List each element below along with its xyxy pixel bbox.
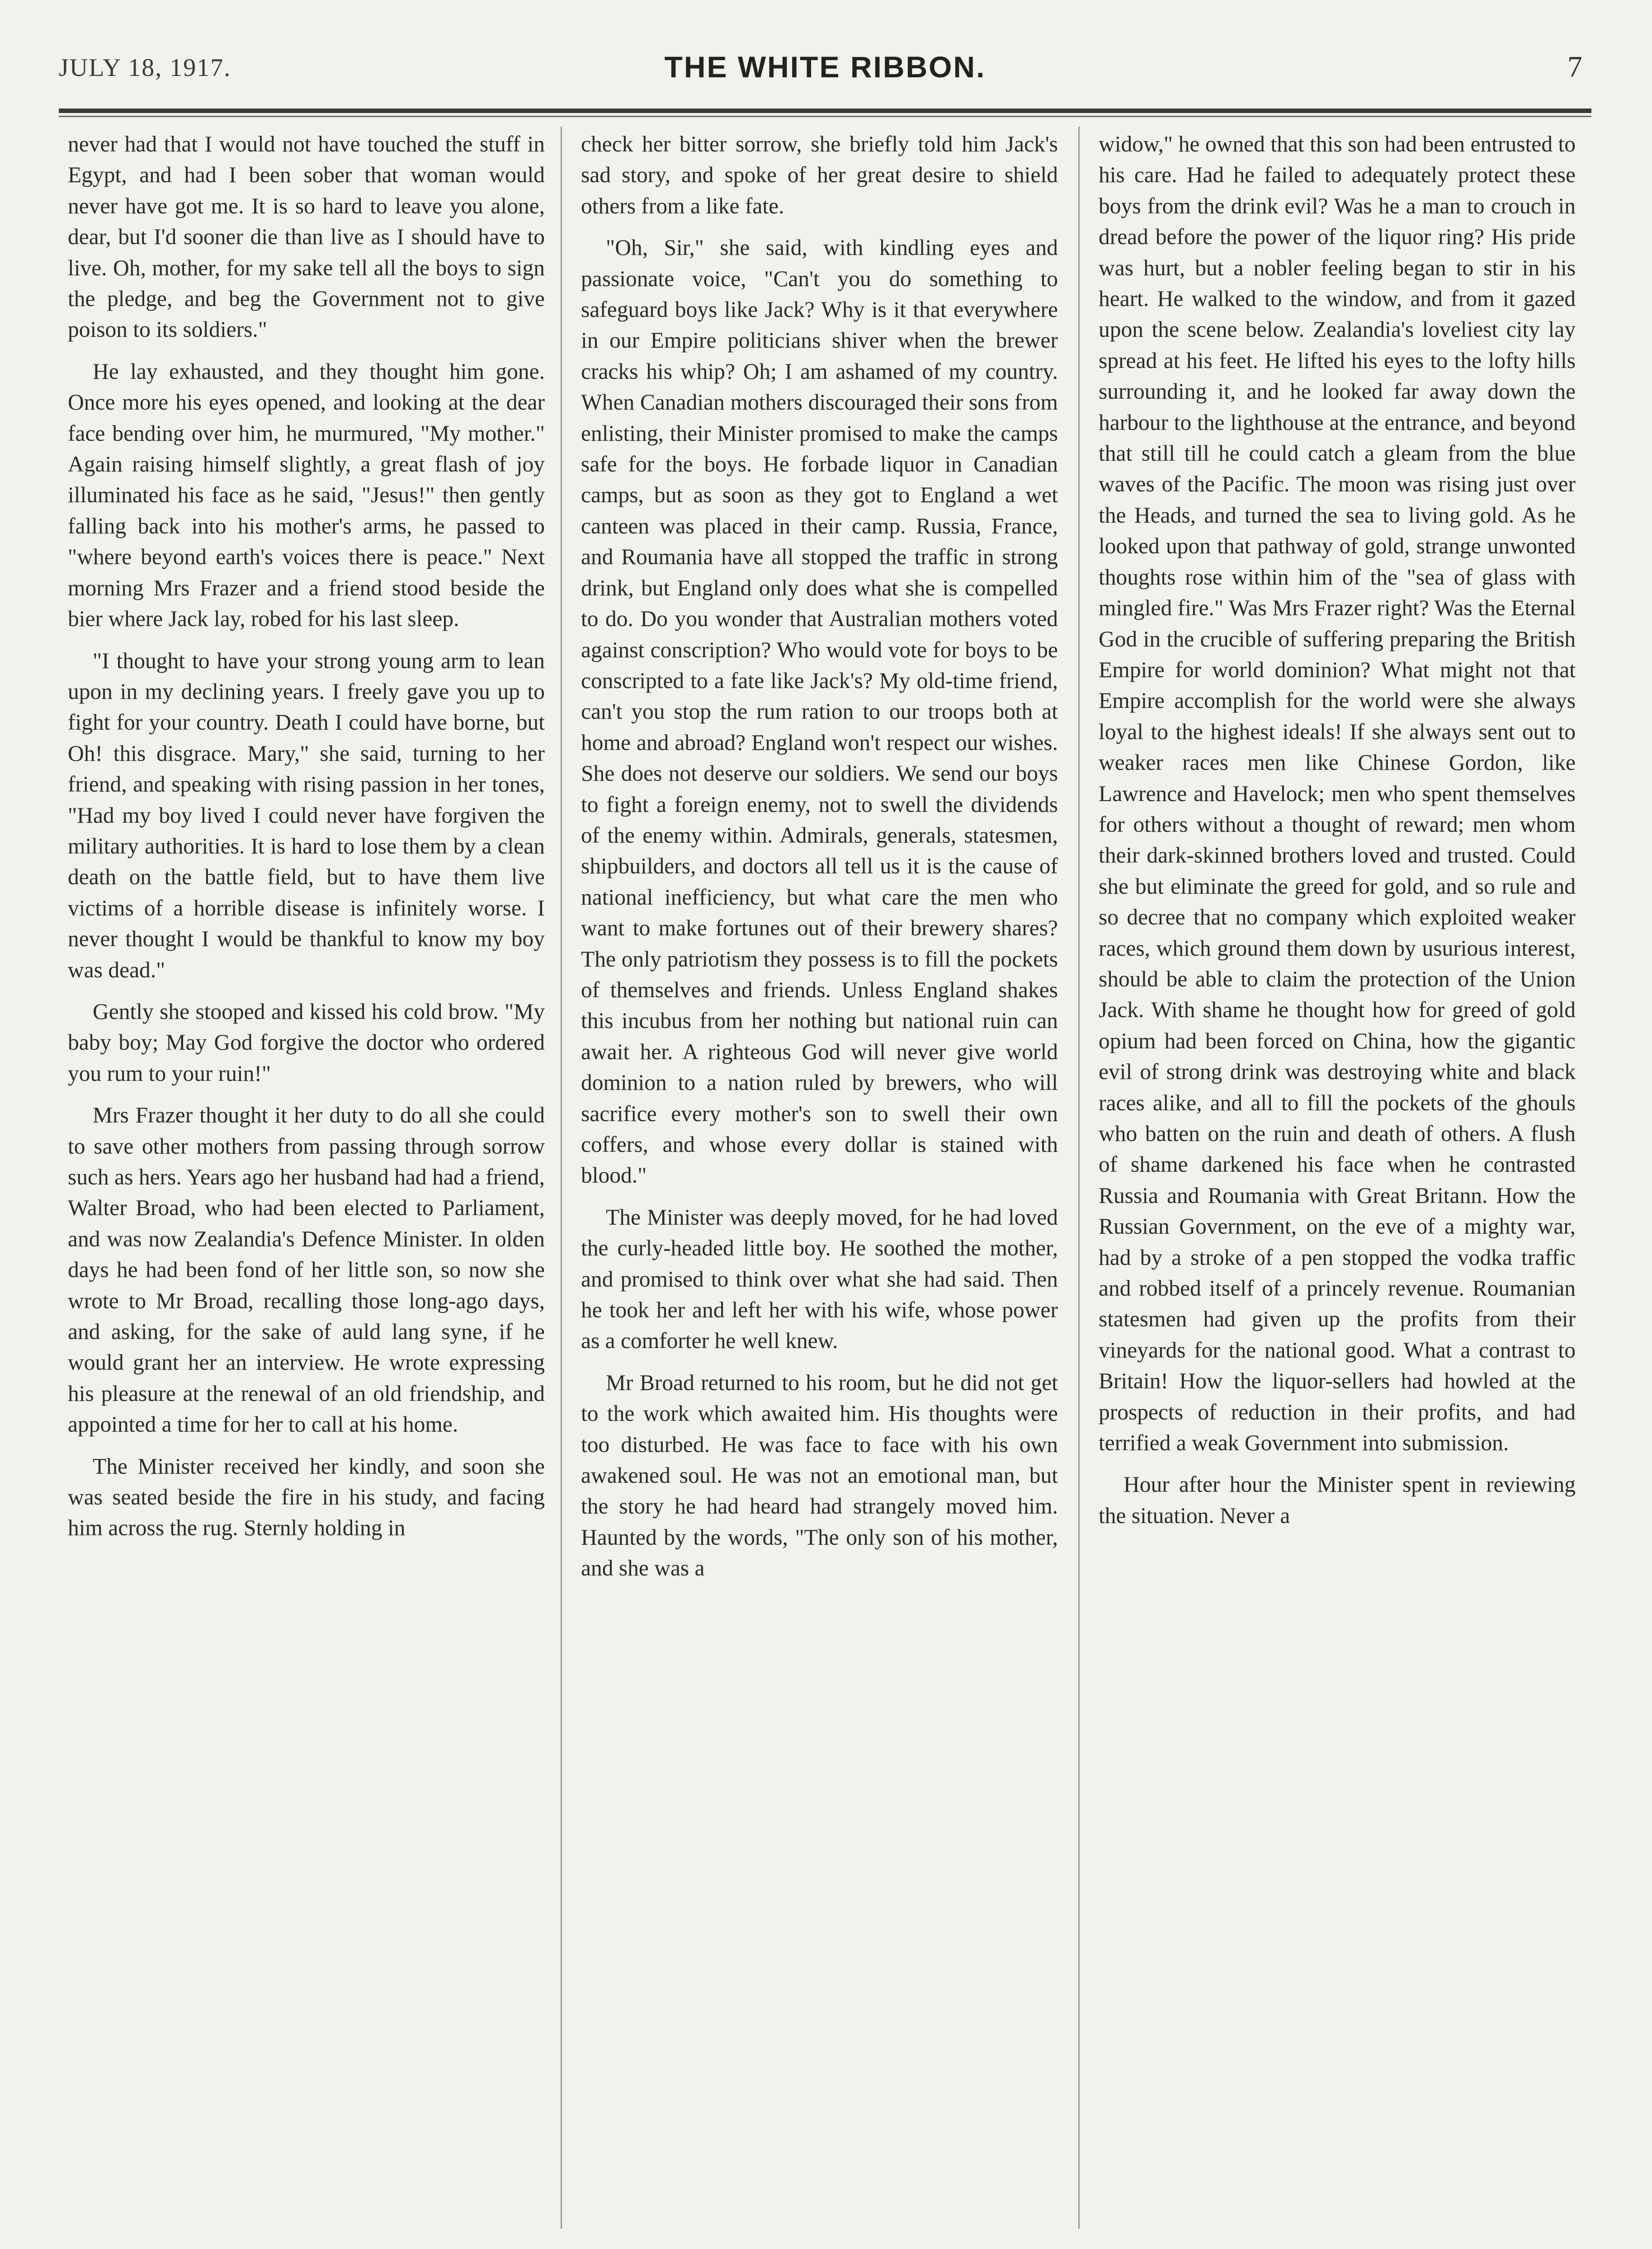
column-3-paragraph-2: Hour after hour the Minister spent in reviewing the situation. Never a (1099, 1472, 1576, 1528)
column-divider-2 (1078, 127, 1080, 2229)
column-1-paragraph-4: Gently she stooped and kissed his cold brow. "My baby boy; May God forgive the doctor who ordered you rum to your ruin!" (68, 999, 545, 1086)
article-column-2 (581, 129, 1058, 2226)
column-1-paragraph-5: Mrs Frazer thought it her duty to do all she could to save other mothers from passing through sorrow such as hers. Years ago her husband had had a friend, Walter Broad, who had been elected to Parliament, and was now Zealandia's Defence Minister. In olden days he had been fond of her little son, so now she wrote to Mr Broad, recalling those long-ago days, and asking, for the sake of auld lang syne, if he would grant her an interview. He wrote expressing his pleasure at the renewal of an old friendship, and appointed a time for her to call at his home. (68, 1103, 545, 1437)
column-3-paragraph-1: widow," he owned that this son had been entrusted to his care. Had he failed to adequately protect these boys from the drink evil? Was he a man to crouch in dread before the power of the liquor ring? His pride was hurt, but a nobler feeling began to stir in his heart. He walked to the window, and from it gazed upon the scene below. Zealandia's loveliest city lay spread at his feet. He lifted his eyes to the lofty hills surrounding it, and he looked far away down the harbour to the lighthouse at the entrance, and beyond that still till he could catch a gleam from the blue waves of the Pacific. The moon was rising just over the Heads, and turned the sea to living gold. As he looked upon that pathway of gold, strange unwonted thoughts rose within him of the "sea of glass with mingled fire." Was Mrs Frazer right? Was the Eternal God in the crucible of suffering preparing the British Empire for world dominion? What might not that Empire accomplish for the world were she always loyal to the highest ideals! If she always sent out to weaker races men like Chinese Gordon, like Lawrence and Havelock; men who spent themselves for others without a thought of reward; men whom their dark-skinned brothers loved and trusted. Could she but eliminate the greed for gold, and so rule and so decree that no company which exploited weaker races, which ground them down by usurious interest, should be able to claim the protection of the Union Jack. With shame he thought how for greed of gold opium had been forced on China, how the gigantic evil of strong drink was destroying white and black races alike, and all to fill the pockets of the ghouls who batten on the ruin and death of others. A flush of shame darkened his face when he contrasted Russia and Roumania with Great Britann. How the Russian Government, on the eve of a mighty war, had by a stroke of a pen stopped the vodka traffic and robbed itself of a princely revenue. Roumanian statesmen had given up the profits from their vineyards for the national good. What a contrast to Britain! How the liquor-sellers had howled at the prospects of reduction in their profits, and had terrified a weak Government into submission. (1099, 132, 1576, 1456)
column-divider-1 (561, 127, 562, 2229)
masthead (59, 50, 1591, 108)
article-column-1 (68, 129, 545, 2226)
column-1-paragraph-3: "I thought to have your strong young arm to lean upon in my declining years. I freely gave you up to fight for your country. Death I could have borne, but Oh! this disgrace. Mary," she said, turning to her friend, and speaking with rising passion in her tones, "Had my boy lived I could never have forgiven the military authorities. It is hard to lose them by a clean death on the battle field, but to have them live victims of a horrible disease is infinitely worse. I never thought I would be thankful to know my boy was dead." (68, 648, 545, 982)
column-2-paragraph-1: check her bitter sorrow, she briefly told him Jack's sad story, and spoke of her great desire to shield others from a like fate. (581, 132, 1058, 218)
issue-date: JULY 18, 1917. (59, 54, 231, 82)
header-rule (59, 108, 1591, 113)
column-2-paragraph-4: Mr Broad returned to his room, but he did not get to the work which awaited him. His thoughts were too disturbed. He was face to face with his own awakened soul. He was not an emotional man, but the story he had heard had strangely moved him. Haunted by the words, "The only son of his mother, and she was a (581, 1370, 1058, 1581)
column-1-paragraph-2: He lay exhausted, and they thought him gone. Once more his eyes opened, and looking at the dear face bending over him, he murmured, "My mother." Again raising himself slightly, a great flash of joy illuminated his face as he said, "Jesus!" then gently falling back into his mother's arms, he passed to "where beyond earth's voices there is peace." Next morning Mrs Frazer and a friend stood beside the bier where Jack lay, robed for his last sleep. (68, 358, 545, 632)
page-number: 7 (1567, 50, 1582, 83)
column-2-paragraph-3: The Minister was deeply moved, for he had loved the curly-headed little boy. He soothed the mother, and promised to think over what she had said. Then he took her and left her with his wife, whose power as a comforter he well knew. (581, 1204, 1058, 1353)
article-column-3 (1099, 129, 1576, 2226)
column-1-paragraph-1: never had that I would not have touched the stuff in Egypt, and had I been sober that woman would never have got me. It is so hard to leave you alone, dear, but I'd sooner die than live as I should have to live. Oh, mother, for my sake tell all the boys to sign the pledge, and beg the Government not to give poison to its soldiers." (68, 132, 545, 342)
column-2-paragraph-2: "Oh, Sir," she said, with kindling eyes and passionate voice, "Can't you do something to safeguard boys like Jack? Why is it that everywhere in our Empire politicians shiver when the brewer cracks his whip? Oh; I am ashamed of my country. When Canadian mothers discouraged their sons from enlisting, their Minister promised to make the camps safe for the boys. He forbade liquor in Canadian camps, but as soon as they got to England a wet canteen was placed in their camp. Russia, France, and Roumania have all stopped the traffic in strong drink, but England only does what she is compelled to do. Do you wonder that Australian mothers voted against conscription? Who would vote for boys to be conscripted to a fate like Jack's? My old-time friend, can't you stop the rum ration to our troops both at home and abroad? England won't respect our wishes. She does not deserve our soldiers. We send our boys to fight a foreign enemy, not to swell the dividends of the enemy within. Admirals, generals, statesmen, shipbuilders, and doctors all tell us it is the cause of national inefficiency, but what care the men who want to make fortunes out of their brewery shares? The only patriotism they possess is to fill the pockets of themselves and friends. Unless England shakes this incubus from her nothing but national ruin can await her. A righteous God will never give world dominion to a nation ruled by brewers, who will sacrifice every mother's son to swell their own coffers, and whose every dollar is stained with blood." (581, 235, 1058, 1188)
header-rule-thin (59, 116, 1591, 117)
column-1-paragraph-6: The Minister received her kindly, and soon she was seated beside the fire in his study, and facing him across the rug. Sternly holding in (68, 1453, 545, 1541)
newspaper-title: THE WHITE RIBBON. (664, 50, 986, 84)
